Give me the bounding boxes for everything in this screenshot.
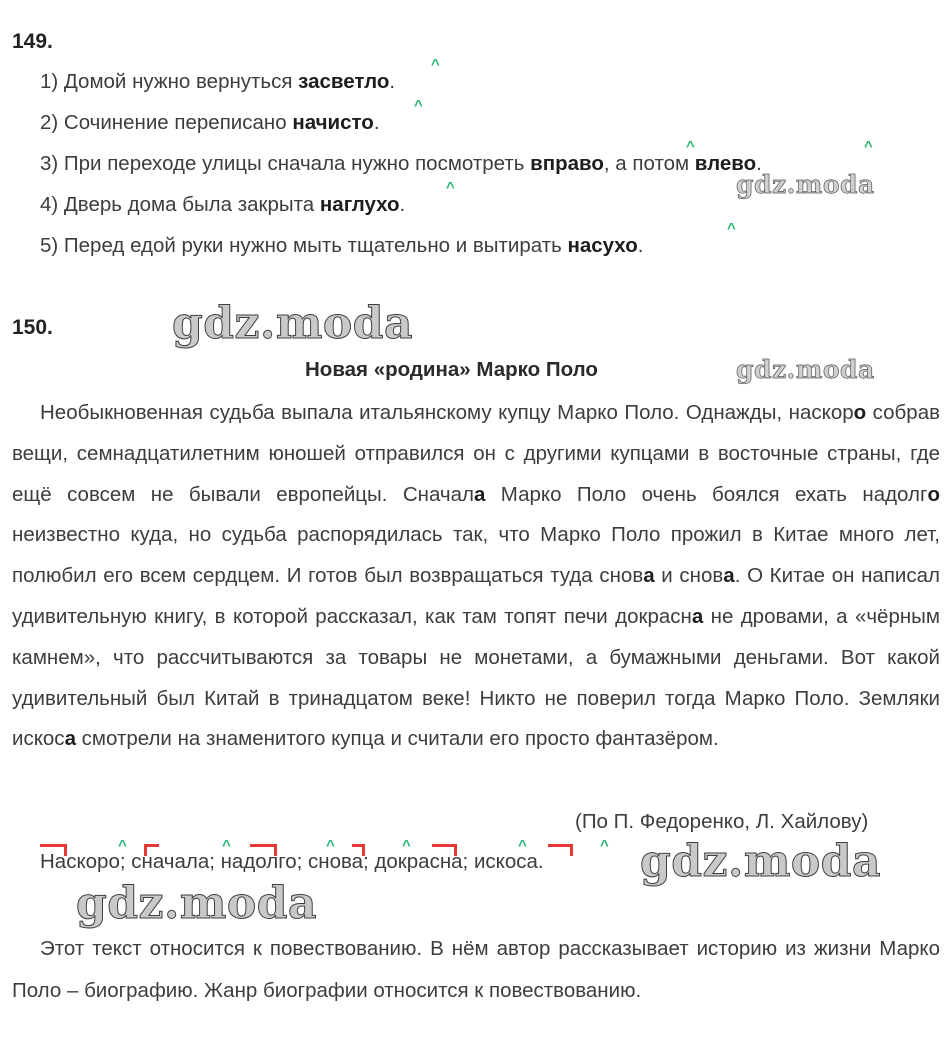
- suffix-letter: а: [473, 482, 486, 506]
- suffix-caret-icon: ^: [446, 179, 455, 196]
- prefix-mark: [40, 844, 67, 856]
- sentence-3: [40, 152, 762, 176]
- conclusion-paragraph: Этот текст относится к повествованию. В нём автор рассказывает историю из жизни Марко Поло – биографию. Жанр биографии относится к повествованию.: [12, 937, 940, 1002]
- adverb-word: влево: [694, 152, 757, 175]
- source-attribution: (По П. Федоренко, Л. Хайлову): [575, 810, 869, 833]
- text-fragment: Марко Поло очень боялся ехать надолг: [485, 482, 928, 506]
- suffix-caret-icon: ^: [326, 837, 335, 854]
- exercise-150-number: 150.: [12, 316, 53, 339]
- suffix-letter: о: [853, 401, 867, 424]
- text-fragment: и снов: [654, 564, 724, 588]
- conclusion-text: [12, 928, 940, 1012]
- suffix-caret-icon: ^: [518, 837, 527, 854]
- suffix-letter: а: [64, 727, 76, 751]
- watermark-logo: gdz.moda: [640, 836, 882, 887]
- suffix-letter: а: [691, 604, 704, 628]
- sentence-2: [40, 111, 380, 135]
- main-text: [12, 393, 940, 760]
- suffix-caret-icon: ^: [600, 837, 609, 854]
- prefix-mark: [352, 844, 365, 856]
- adverb-word: насухо: [567, 234, 638, 257]
- sentence-text: , а потом: [603, 152, 695, 175]
- adverb-word: наглухо: [319, 193, 400, 216]
- adverb-list: Наскоро; сначала; надолго; снова; докрасна; искоса.: [40, 850, 544, 873]
- suffix-mark: [144, 844, 159, 856]
- punct: .: [389, 70, 396, 93]
- prefix-mark: [432, 844, 457, 856]
- sentence-text: 5) Перед едой руки нужно мыть тщательно и вытирать: [40, 234, 568, 257]
- sentence-4: [40, 193, 405, 217]
- sentence-text: 3) При переходе улицы сначала нужно посмотреть: [40, 152, 531, 175]
- adverb-word: начисто: [292, 111, 374, 134]
- text-fragment: неизвестно куда, но судьба распорядилась так, что Марко Поло прожил в Китае много лет, полюбил его всем сердцем. И готов был возвращаться туда снов: [12, 523, 940, 588]
- suffix-caret-icon: ^: [222, 837, 231, 854]
- punct: .: [399, 193, 406, 216]
- suffix-caret-icon: ^: [686, 138, 695, 155]
- suffix-letter: о: [927, 482, 940, 506]
- sentence-text: 2) Сочинение переписано: [40, 111, 293, 134]
- text-fragment: не дровами, а «чёрным камнем», что рассчитываются за товары не монетами, а бумажными деньгами. Вот какой удивительный был Китай в тринадцатом веке! Никто не поверил тогда Марко Поло. Земляки искос: [12, 604, 940, 751]
- punct: .: [637, 234, 644, 257]
- prefix-mark: [250, 844, 277, 856]
- text-fragment: смотрели на знаменитого купца и считали его просто фантазёром.: [75, 727, 719, 751]
- suffix-caret-icon: ^: [431, 56, 440, 73]
- suffix-letter: а: [643, 564, 655, 588]
- text-fragment: . О Китае он написал удивительную книгу, в которой рассказал, как там топят печи докрасн: [12, 564, 940, 628]
- sentence-5: [40, 234, 643, 258]
- exercise-149-number: 149.: [12, 30, 53, 53]
- sentence-text: 1) Домой нужно вернуться: [40, 70, 299, 93]
- text-title: Новая «родина» Марко Поло: [305, 358, 598, 381]
- text-fragment: собрав вещи, семнадцатилетним юношей отправился он с другими купцами в восточные страны, где ещё совсем не бывали европейцы. Сначал: [12, 401, 940, 506]
- suffix-caret-icon: ^: [727, 220, 736, 237]
- sentence-text: 4) Дверь дома была закрыта: [40, 193, 320, 216]
- sentence-1: [40, 70, 395, 94]
- punct: .: [373, 111, 380, 134]
- watermark-logo: gdz.moda: [736, 170, 875, 199]
- text-fragment: Необыкновенная судьба выпала итальянскому купцу Марко Поло. Однажды, наскор: [40, 401, 854, 424]
- punct: .: [756, 152, 762, 175]
- suffix-letter: а: [723, 564, 735, 588]
- watermark-logo: gdz.moda: [172, 298, 414, 349]
- adverb-word: вправо: [530, 152, 604, 175]
- adverb-word: засветло: [298, 70, 390, 93]
- suffix-caret-icon: ^: [414, 97, 423, 114]
- suffix-caret-icon: ^: [402, 837, 411, 854]
- watermark-logo: gdz.moda: [76, 878, 318, 929]
- suffix-caret-icon: ^: [118, 837, 127, 854]
- watermark-logo: gdz.moda: [736, 355, 875, 384]
- suffix-caret-icon: ^: [864, 138, 873, 155]
- prefix-mark: [548, 844, 573, 856]
